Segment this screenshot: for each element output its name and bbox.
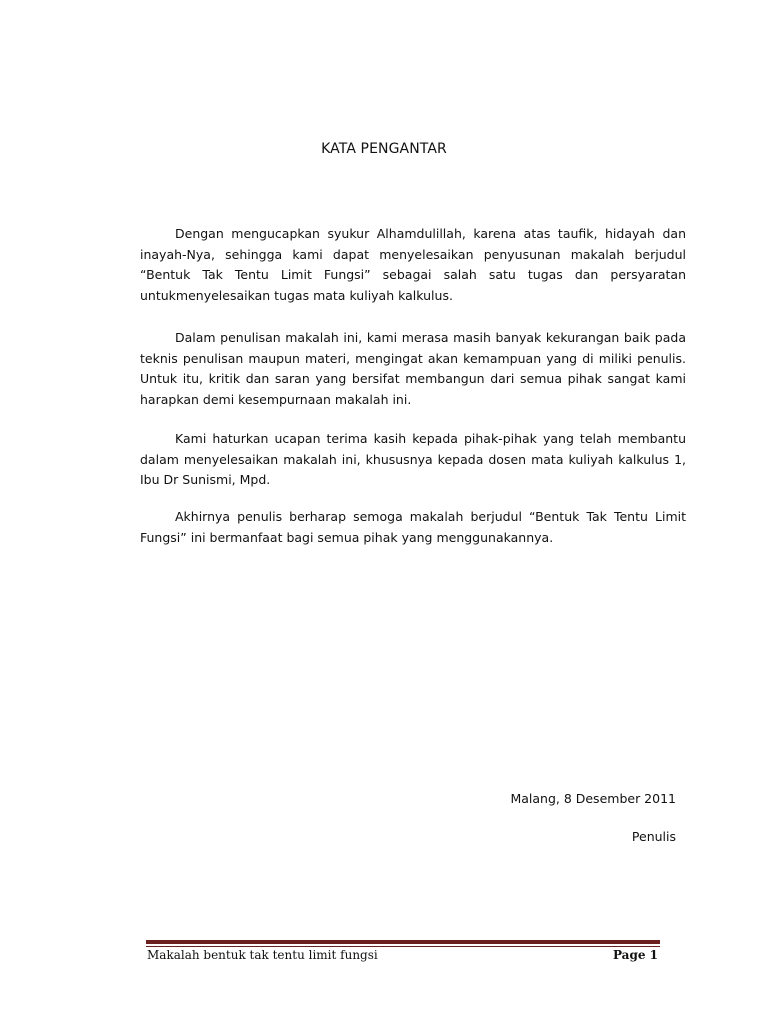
paragraph-shortcomings: Dalam penulisan makalah ini, kami merasa masih banyak kekurangan baik pada teknis penulisan maupun materi, mengingat akan kemampuan yang di miliki penulis. Untuk itu, kritik dan saran yang bersifat membangun dari semua pihak sangat kami harapkan demi kesempurnaan makalah ini. xyxy=(140,330,686,407)
paragraph-thanks: Kami haturkan ucapan terima kasih kepada pihak-pihak yang telah membantu dalam menyelesaikan makalah ini, khususnya kepada dosen mata kuliyah kalkulus 1, Ibu Dr Sunismi, Mpd. xyxy=(140,431,686,487)
paragraph-closing: Akhirnya penulis berharap semoga makalah berjudul “Bentuk Tak Tentu Limit Fungsi” ini bermanfaat bagi semua pihak yang menggunakannya. xyxy=(140,509,686,545)
footer-title: Makalah bentuk tak tentu limit fungsi xyxy=(147,948,378,962)
footer-rule-thick xyxy=(146,940,660,944)
footer-page-number: Page 1 xyxy=(612,948,658,962)
signature-place-date: Malang, 8 Desember 2011 xyxy=(510,791,676,806)
footer-rule-thin xyxy=(146,946,660,947)
signature-author: Penulis xyxy=(631,829,676,844)
paragraph-opening: Dengan mengucapkan syukur Alhamdulillah, karena atas taufik, hidayah dan inayah-Nya, sehingga kami dapat menyelesaikan penyusunan makalah berjudul “Bentuk Tak Tentu Limit Fungsi” sebagai salah satu tugas dan persyaratan untukmenyelesaikan tugas mata kuliyah kalkulus. xyxy=(140,226,686,303)
page-title: KATA PENGANTAR xyxy=(321,141,447,157)
